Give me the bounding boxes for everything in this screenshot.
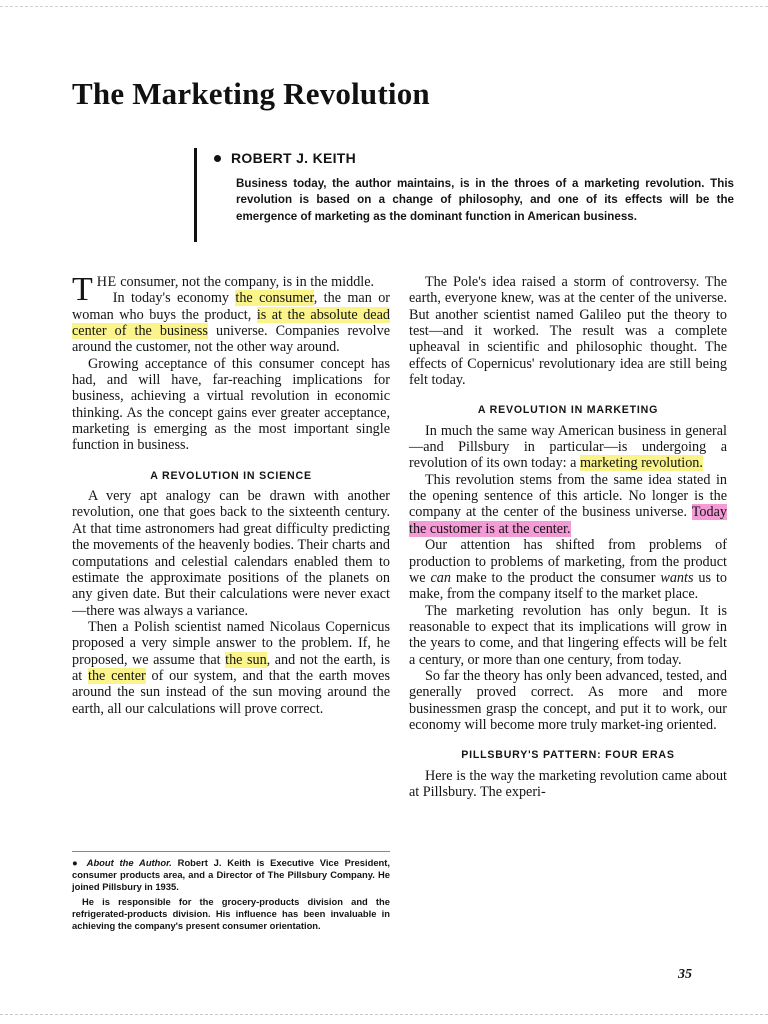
- paragraph: [409, 423, 727, 472]
- highlight-pink: Today the customer is at the center.: [409, 504, 727, 537]
- byline-block: [194, 148, 734, 242]
- subhead-eras: PILLSBURY'S PATTERN: FOUR ERAS: [461, 749, 675, 762]
- byline: [214, 150, 734, 166]
- article-title: The Marketing Revolution: [72, 76, 430, 111]
- highlight-yellow: marketing revolution.: [580, 455, 703, 472]
- paragraph: [72, 619, 390, 717]
- footnote-label: About the Author.: [86, 857, 172, 868]
- article-abstract: Business today, the author maintains, is in the throes of a marketing revolution. This revolution is based on a change of philosophy, and one of its effects will be the emergence of marketing as the dominant function in American business.: [236, 177, 734, 223]
- emphasis: can: [430, 569, 451, 586]
- text-run: Then a Polish scientist named Nicolaus Copernicus proposed a very simple answer to the problem. If, he proposed, we assume that: [72, 618, 390, 668]
- opening-text: consumer, not the company, is in the middle.: [116, 274, 375, 290]
- paragraph: So far the theory has only been advanced, tested, and generally proved correct. As more and more businessmen grasp the concept, and put it to work, our economy will become more truly market-ing oriented.: [409, 667, 727, 733]
- emphasis: wants: [660, 569, 694, 586]
- highlight-yellow: the consumer: [235, 290, 314, 307]
- opening-smallcaps: HE: [96, 274, 117, 290]
- right-column: [409, 274, 727, 800]
- highlight-yellow: is at the absolute dead center of the business: [72, 306, 390, 340]
- text-run: Our attention has shifted from problems of production to problems of marketing, from the product we: [409, 537, 727, 586]
- text-run: universe. Companies revolve around the customer, not the other way around.: [72, 323, 390, 356]
- footnote-paragraph: ● About the Author. Robert J. Keith is Executive Vice President, consumer products area, and a Director of The Pillsbury Company. He joined Pillsbury in 1935.: [72, 857, 390, 893]
- text-run: In much the same way American business in general—and Pillsbury in particular—is undergoing a revolution of its own today: a: [409, 422, 727, 472]
- paragraph: Growing acceptance of this consumer concept has had, and will have, far-reaching implications for business, achieving a virtual revolution in economic thinking. As the concept gains ever greater acceptance, marketing is emerging as the most important single function in business.: [72, 355, 390, 454]
- page-number: 35: [678, 967, 692, 982]
- paragraph: [409, 537, 727, 602]
- footnote-paragraph: He is responsible for the grocery-products division and the refrigerated-products division. His influence has been invaluable in achieving the company's present consumer orientation.: [72, 895, 390, 932]
- paragraph: [409, 472, 727, 537]
- text-run: us to make, from the company itself to the market place.: [409, 569, 728, 603]
- paragraph: A very apt analogy can be drawn with another revolution, one that goes back to the sixteenth century. At that time astronomers had great difficulty predicting the movements of the heavenly bodies. Their charts and computations and celestial calendars enabled them to estimate the approximate positions of the planets on any given date. But their calculations were never exact—there was always a variance.: [72, 488, 390, 619]
- highlight-yellow: the center: [88, 667, 146, 684]
- paragraph: The Pole's idea raised a storm of controversy. The earth, everyone knew, was at the center of the universe. But another scientist named Galileo put the theory to test—and it worked. The result was a complete upheaval in scientific and philosophic thought. The effects of Copernicus' revolutionary idea are still being felt today.: [409, 274, 727, 389]
- author-name: ROBERT J. KEITH: [231, 150, 357, 166]
- top-scan-edge: [0, 6, 768, 7]
- left-column: [72, 271, 391, 717]
- text-run: make to the product the consumer: [450, 569, 661, 586]
- text-run: of our system, and that the earth moves around the sun instead of the sun moving around the earth, all our calculations will prove correct.: [72, 667, 390, 717]
- bullet-icon: [214, 155, 221, 162]
- subhead-science: A REVOLUTION IN SCIENCE: [150, 469, 312, 482]
- text-run: , the man or woman who buys the product,: [72, 290, 391, 323]
- highlight-yellow: the sun: [225, 651, 267, 668]
- paragraph: [72, 290, 390, 355]
- drop-cap: T: [72, 271, 93, 308]
- paragraph: Here is the way the marketing revolution came about at Pillsbury. The experi-: [409, 767, 727, 800]
- text-run: , and not the earth, is at: [72, 651, 390, 684]
- bottom-scan-edge: [0, 1014, 768, 1015]
- subhead-marketing: A REVOLUTION IN MARKETING: [477, 404, 659, 417]
- text-run: This revolution stems from the same idea stated in the opening sentence of this article. No longer is the company at the center of the business universe.: [409, 471, 727, 521]
- author-footnote: [72, 851, 390, 932]
- text-run: In today's economy: [112, 290, 236, 307]
- paragraph: The marketing revolution has only begun. It is reasonable to expect that its implications will grow in the years to come, and that lingering effects will be felt a century, or more than one century, from today.: [409, 602, 727, 668]
- footnote-text: Robert J. Keith is Executive Vice President, consumer products area, and a Director of The Pillsbury Company. He joined Pillsbury in 1935.: [72, 857, 390, 893]
